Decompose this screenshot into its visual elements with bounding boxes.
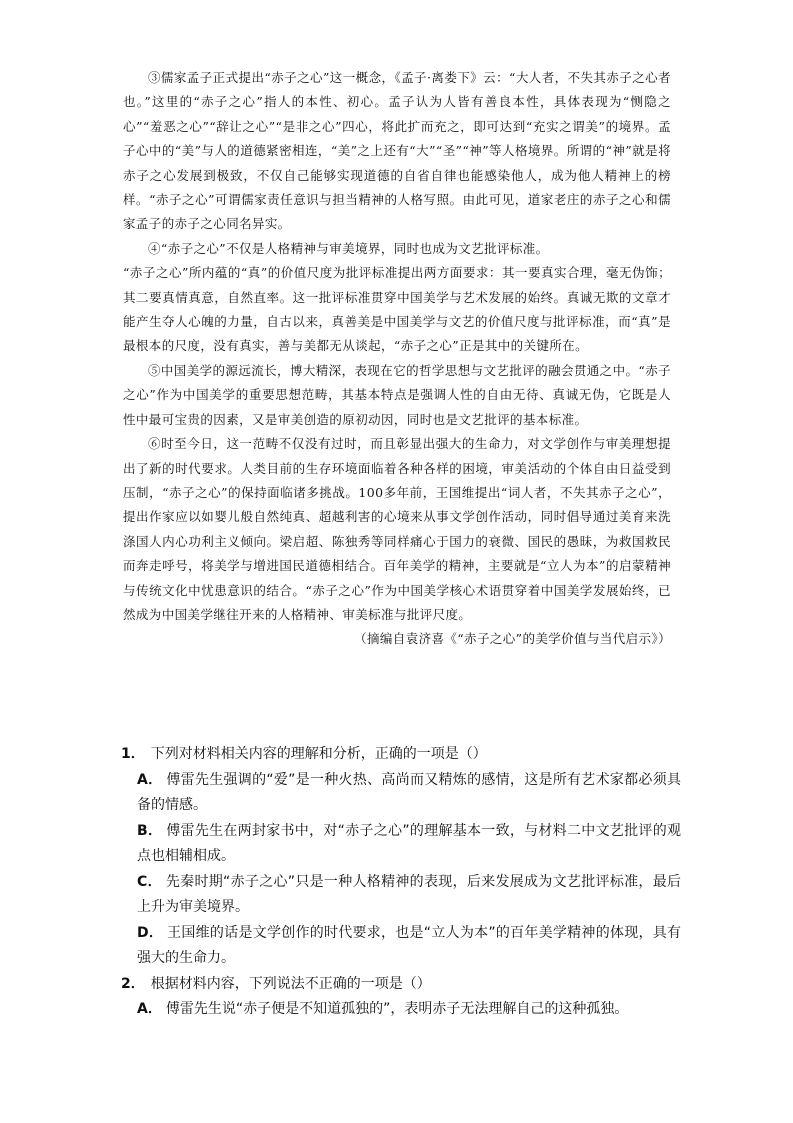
option-b xyxy=(137,819,681,870)
paragraph-4: ④“赤子之心”不仅是人格精神与审美境界，同时也成为文艺批评标准。 xyxy=(148,240,549,256)
paragraph-5: ⑤中国美学的源远流长，博大精深，表现在它的哲学思想与文艺批评的融会贯通之中。“赤子之心”作为中国美学的重要思想范畴，其基本特点是强调人性的自由无待、真诚无伪，它既是人性中最可宝贵的因素，又是审美创造的原初动因，同时也是文艺批评的基本标准。 xyxy=(123,362,671,427)
option-c xyxy=(137,870,681,921)
option-text: 傅雷先生强调的“爱”是一种火热、高尚而又精炼的感情，这是所有艺术家都必须具备的情感。 xyxy=(137,771,681,813)
paragraph-6: ⑥时至今日，这一范畴不仅没有过时，而且彰显出强大的生命力，对文学创作与审美理想提出了新的时代要求。人类目前的生存环境面临着各种各样的困境，审美活动的个体自由日益受到压制，“赤子之心”的保持面临诸多挑战。100多年前，王国维提出“词人者，不失其赤子之心”，提出作家应以如婴儿般自然纯真、超越利害的心境来从事文学创作活动，同时倡导通过美育来洗涤国人内心功利主义倾向。梁启超、陈独秀等同样痛心于国力的衰微、国民的愚昧，为救国救民而奔走呼号，将美学与增进国民道德相结合。百年美学的精神，主要就是“立人为本”的启蒙精神与传统文化中忧患意识的结合。“赤子之心”作为中国美学核心术语贯穿着中国美学发展始终，已然成为中国美学继往开来的人格精神、审美标准与批评尺度。 xyxy=(123,436,671,622)
option-letter: A． xyxy=(137,1001,162,1017)
question-1 xyxy=(121,742,681,972)
option-a xyxy=(137,768,681,819)
reading-passage xyxy=(123,66,671,652)
paragraph-3: ③儒家孟子正式提出“赤子之心”这一概念，《孟子·离娄下》云：“大人者，不失其赤子之心者也。”这里的“赤子之心”指人的本性、初心。孟子认为人皆有善良本性，具体表现为“恻隐之心”“羞恶之心”“辞让之心”“是非之心”四心，将此扩而充之，即可达到“充实之谓美”的境界。孟子心中的“美”与人的道德紧密相连，“美”之上还有“大”“圣”“神”等人格境界。所谓的“神”就是将赤子之心发展到极致，不仅自己能够实现道德的自省自律也能感染他人，成为他人精神上的榜样。“赤子之心”可谓儒家责任意识与担当精神的人格写照。由此可见，道家老庄的赤子之心和儒家孟子的赤子之心同名异实。 xyxy=(123,70,671,232)
option-letter: D． xyxy=(137,924,164,941)
option-letter: C． xyxy=(137,873,162,890)
option-letter: A． xyxy=(137,771,163,788)
option-text: 傅雷先生在两封家书中，对“赤子之心”的理解基本一致，与材料二中文艺批评的观点也相辅相成。 xyxy=(137,822,681,864)
paragraph-4-continued: “赤子之心”所内蕴的“真”的价值尺度为批评标准提出两方面要求：其一要真实合理，毫无伪饰；其二要真情真意，自然直率。这一批评标准贯穿中国美学与艺术发展的始终。真诚无欺的文章才能产生夺人心魄的力量，自古以来，真善美是中国美学与文艺的价值尺度与批评标准，而“真”是最根本的尺度，没有真实，善与美都无从谈起，“赤子之心”正是其中的关键所在。 xyxy=(123,265,671,354)
question-text: 根据材料内容，下列说法不正确的一项是（） xyxy=(150,975,431,992)
option-text: 傅雷先生说“赤子便是不知道孤独的”，表明赤子无法理解自己的这种孤独。 xyxy=(165,1001,629,1017)
option-d xyxy=(137,921,681,972)
option-a xyxy=(137,997,681,1023)
option-text: 王国维的话是文学创作的时代要求，也是“立人为本”的百年美学精神的体现，具有强大的生命力。 xyxy=(137,924,681,966)
question-text: 下列对材料相关内容的理解和分析，正确的一项是（） xyxy=(150,746,487,762)
question-2 xyxy=(121,972,681,1023)
option-text: 先秦时期“赤子之心”只是一种人格精神的表现，后来发展成为文艺批评标准，最后上升为审美境界。 xyxy=(137,873,681,915)
question-stem xyxy=(121,742,681,768)
question-list xyxy=(121,742,681,1023)
source-citation: （摘编自袁济喜《“赤子之心”的美学价值与当代启示》） xyxy=(354,631,671,647)
question-number: 1． xyxy=(121,746,145,762)
option-letter: B． xyxy=(137,822,163,839)
question-stem xyxy=(121,972,681,998)
question-number: 2． xyxy=(121,975,145,992)
